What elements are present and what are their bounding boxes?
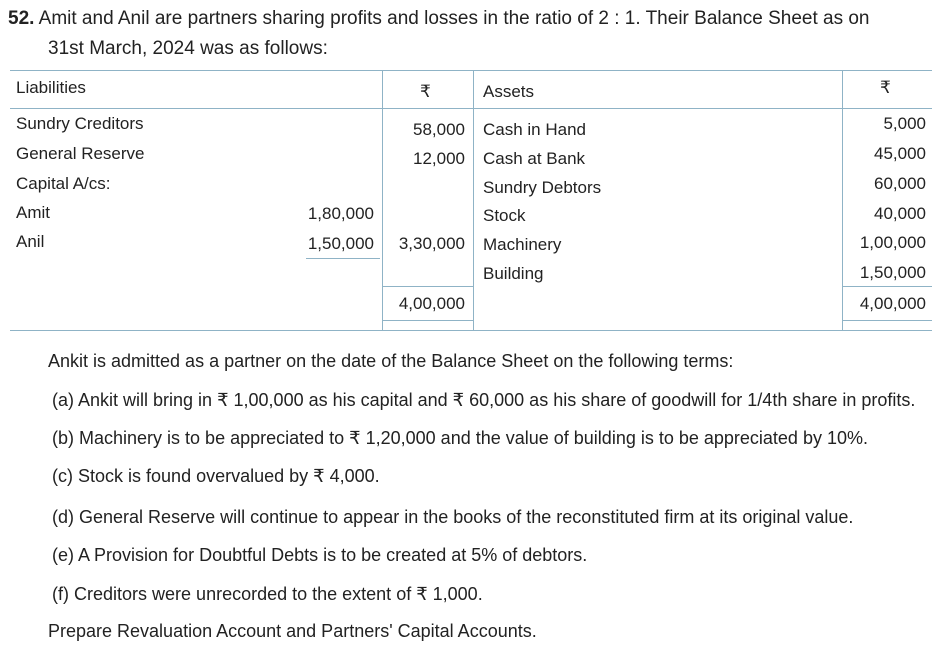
capital-sub-amount: 1,80,000 [307, 204, 374, 223]
liab-total-top-rule [382, 286, 474, 287]
term-text: Machinery is to be appreciated to ₹ 1,20,000 and the value of building is to be appreciated by 10%. [79, 428, 868, 448]
liabilities-total: 4,00,000 [398, 294, 465, 313]
liability-amount: 3,30,000 [398, 234, 465, 253]
assets-amount-header: ₹ [880, 78, 891, 97]
asset-label: Machinery [483, 235, 562, 254]
balance-sheet-table [10, 68, 932, 332]
liabilities-header: Liabilities [16, 78, 86, 97]
question-text-line2: 31st March, 2024 was as follows: [48, 38, 328, 59]
header-bottom-border [10, 108, 932, 109]
capital-subtotal-underline [306, 258, 380, 259]
asset-amount: 5,000 [883, 114, 926, 133]
asset-amount: 45,000 [874, 144, 926, 163]
term-item [52, 542, 587, 568]
term-marker: (e) [52, 545, 74, 565]
table-top-border [10, 70, 932, 71]
term-marker: (c) [52, 466, 73, 486]
asset-label: Sundry Debtors [483, 178, 602, 197]
liability-label: Sundry Creditors [16, 114, 144, 133]
asset-amount-divider [842, 70, 843, 330]
liabilities-amount-header: ₹ [420, 82, 431, 101]
asset-label: Stock [483, 206, 526, 225]
liab-total-bottom-rule [382, 320, 474, 321]
middle-divider [473, 70, 474, 330]
term-marker: (a) [52, 390, 74, 410]
term-text: A Provision for Doubtful Debts is to be created at 5% of debtors. [78, 545, 588, 565]
asset-total-bottom-rule [842, 320, 932, 321]
liability-label: Anil [16, 232, 45, 251]
term-item [52, 581, 483, 607]
asset-total-top-rule [842, 286, 932, 287]
question-heading [8, 4, 938, 34]
liability-amount: 12,000 [413, 149, 465, 168]
liability-label: Amit [16, 203, 50, 222]
question-text-line1: Amit and Anil are partners sharing profits and losses in the ratio of 2 : 1. Their Balance Sheet as on [38, 8, 870, 29]
instruction: Prepare Revaluation Account and Partners' Capital Accounts. [48, 621, 537, 641]
asset-amount: 1,50,000 [859, 263, 926, 282]
term-item [52, 504, 853, 530]
asset-label: Building [483, 264, 544, 283]
term-text: Ankit will bring in ₹ 1,00,000 as his capital and ₹ 60,000 as his share of goodwill for 1/4th share in profits. [78, 390, 916, 410]
term-text: Stock is found overvalued by ₹ 4,000. [78, 466, 380, 486]
liability-label: Capital A/cs: [16, 174, 111, 193]
term-text: General Reserve will continue to appear in the books of the reconstituted firm at its original value. [79, 507, 854, 527]
liability-amount: 58,000 [413, 120, 465, 139]
capital-sub-amount: 1,50,000 [307, 234, 374, 253]
term-item [52, 387, 915, 413]
asset-amount: 1,00,000 [859, 233, 926, 252]
liab-amount-divider [382, 70, 383, 330]
term-text: Creditors were unrecorded to the extent of ₹ 1,000. [74, 584, 483, 604]
assets-header: Assets [483, 82, 535, 101]
term-marker: (f) [52, 584, 69, 604]
asset-amount: 60,000 [874, 174, 926, 193]
assets-total: 4,00,000 [859, 294, 926, 313]
asset-amount: 40,000 [874, 204, 926, 223]
term-item [52, 425, 868, 451]
terms-intro: Ankit is admitted as a partner on the date of the Balance Sheet on the following terms: [48, 351, 734, 371]
table-bottom-border [10, 330, 932, 331]
question-number: 52. [8, 8, 35, 29]
term-item [52, 463, 380, 489]
liability-label: General Reserve [16, 144, 145, 163]
asset-label: Cash at Bank [483, 149, 586, 168]
term-marker: (b) [52, 428, 74, 448]
asset-label: Cash in Hand [483, 120, 587, 139]
term-marker: (d) [52, 507, 74, 527]
